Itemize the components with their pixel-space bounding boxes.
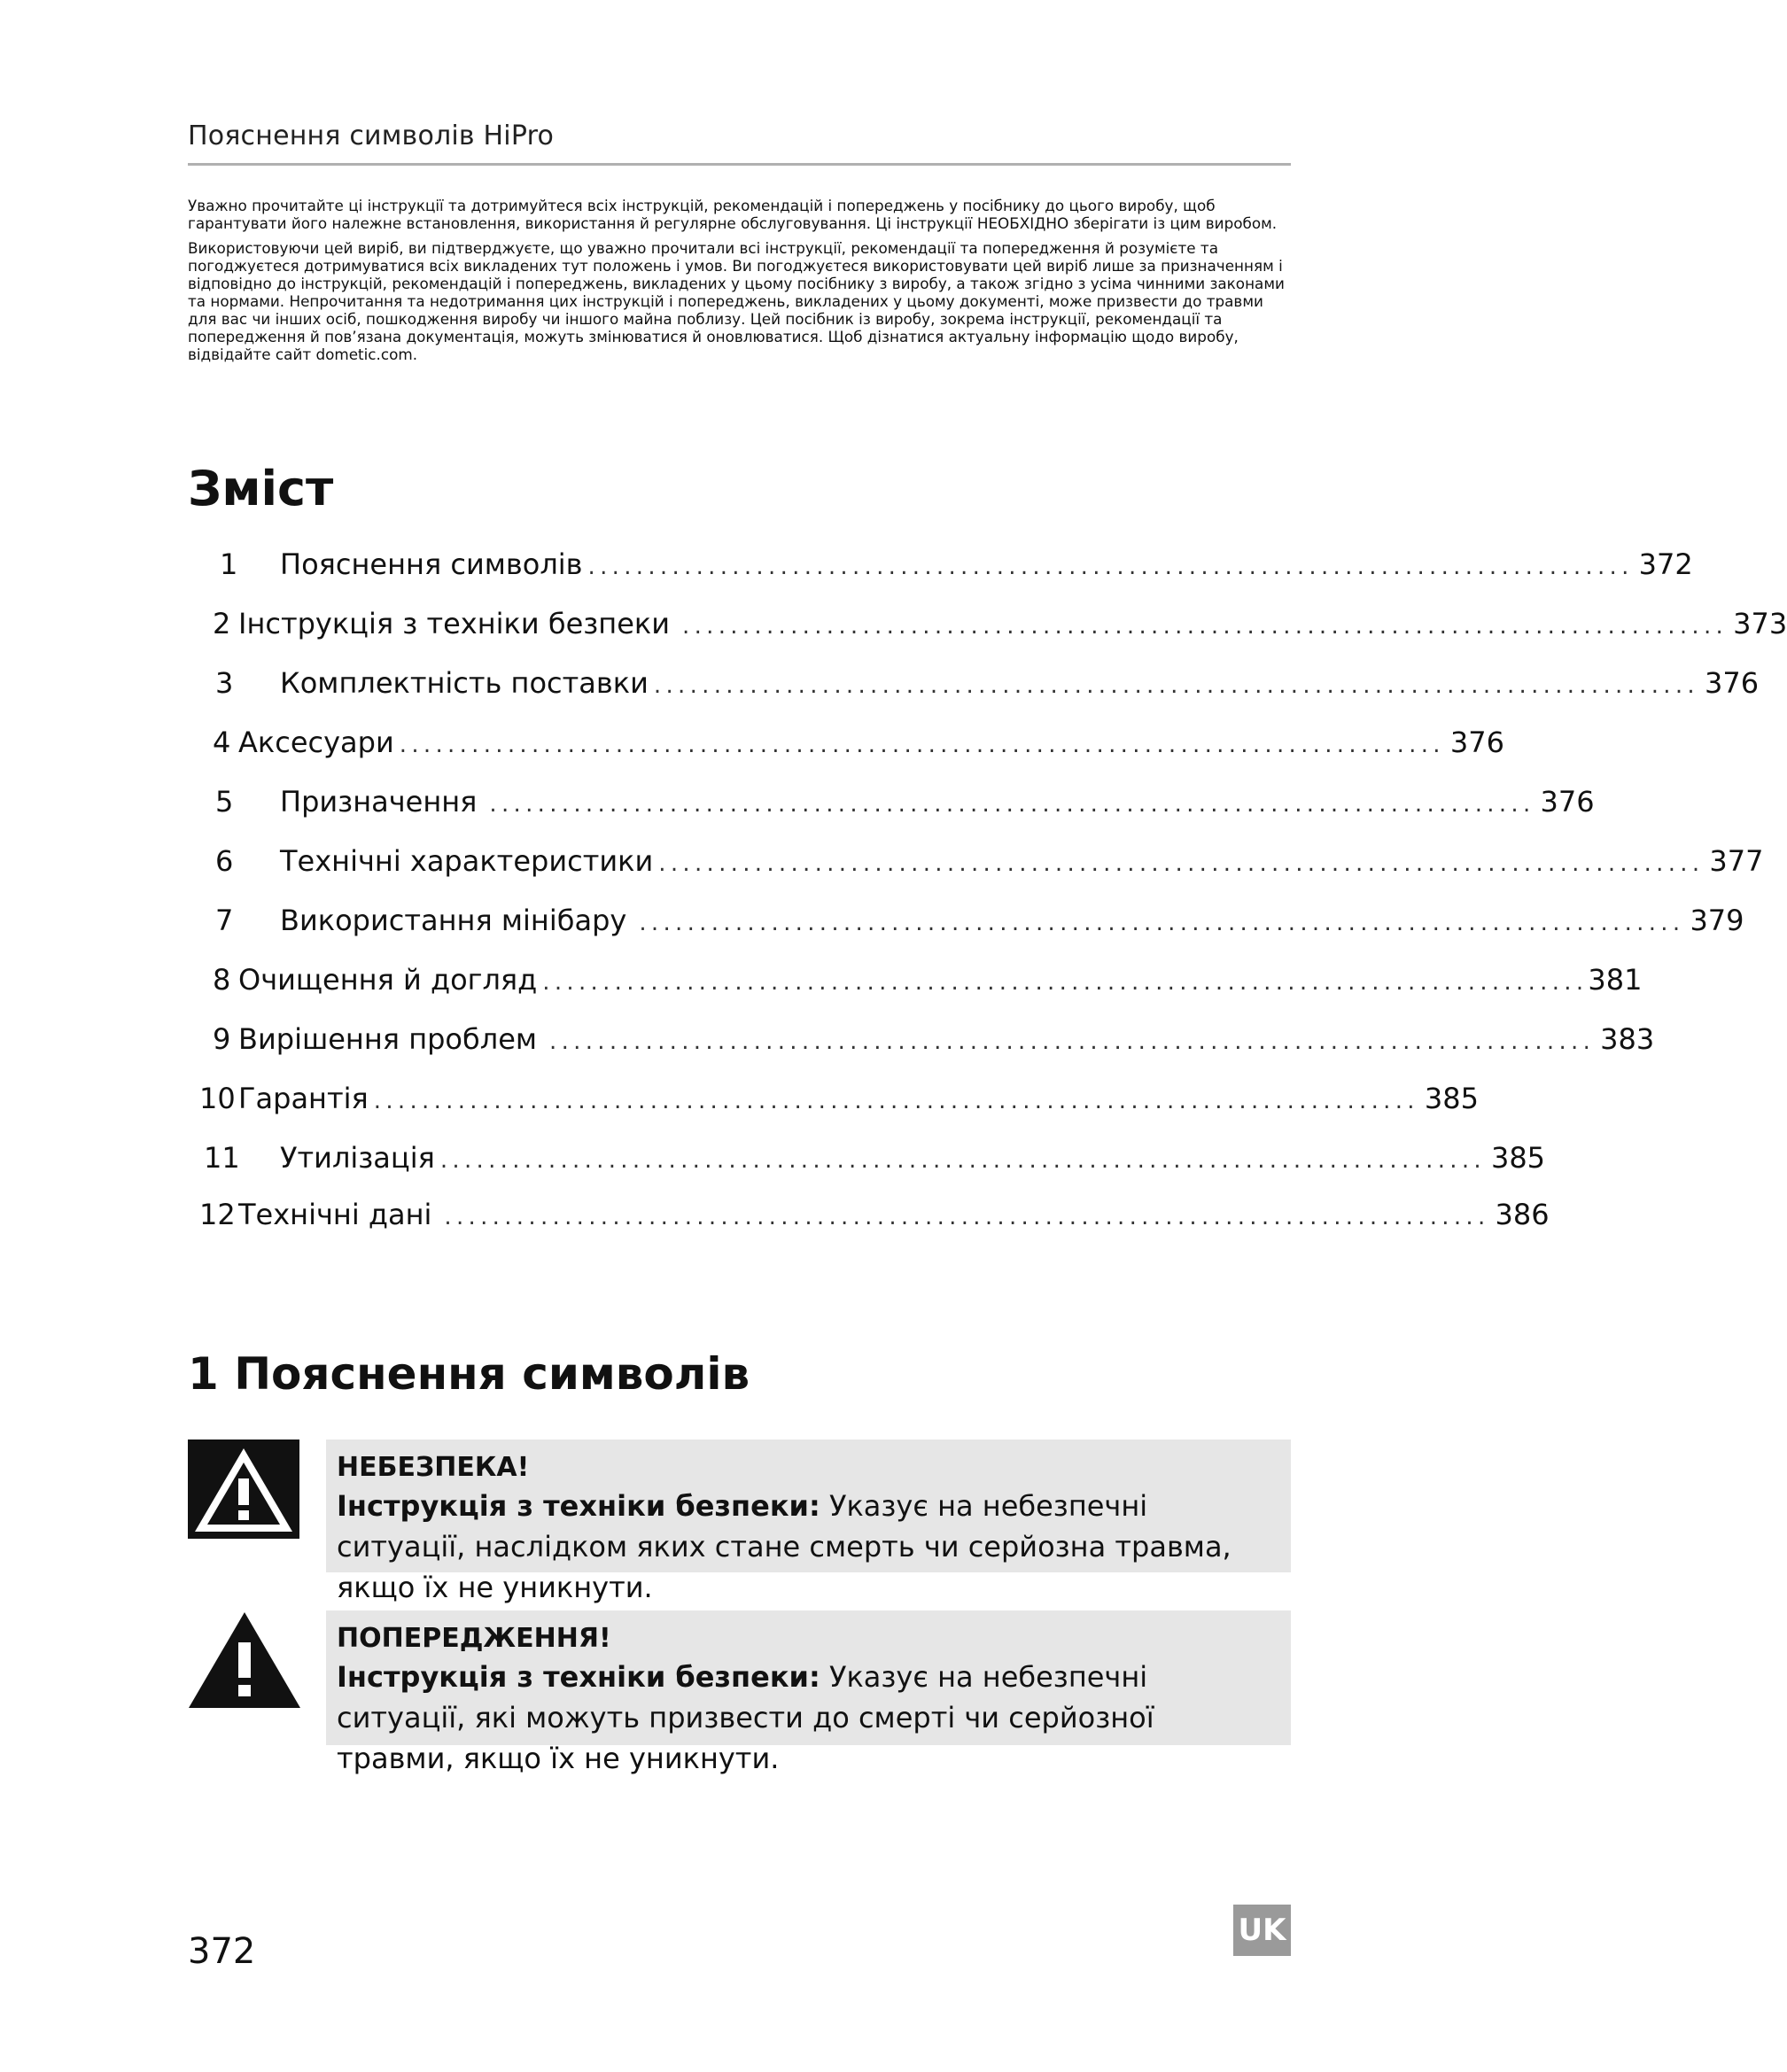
intro-text [188, 197, 1291, 370]
warning-notice [326, 1610, 1291, 1775]
warning-text: Указує на небезпечні ситуації, які можуть призвести до смерті чи серйозної травми, якщо їх не уникнути. [337, 1660, 1154, 1775]
toc-entry[interactable] [215, 666, 1760, 705]
toc-entry-page: 386 [1495, 1198, 1550, 1231]
toc-entry[interactable] [199, 1082, 1479, 1121]
warning-body [337, 1657, 1278, 1779]
toc-entry-number: 11 [204, 1141, 240, 1175]
toc-entry-title: Вирішення проблем [238, 1022, 538, 1056]
danger-notice [326, 1440, 1291, 1604]
toc-entry-page: 372 [1638, 547, 1693, 581]
page-number: 372 [188, 1931, 256, 1972]
toc-entry[interactable] [213, 726, 1504, 764]
language-badge: UK [1233, 1905, 1291, 1956]
toc-leader-dots: ....................................................................................... [373, 1088, 1419, 1114]
toc-entry-page: 376 [1449, 726, 1504, 759]
header-divider [188, 163, 1291, 166]
toc-entry-title: Аксесуари [238, 726, 394, 759]
intro-paragraph-2: Використовуючи цей виріб, ви підтверджуєте, що уважно прочитали всі інструкції, рекомендації та попередження й розумієте та погоджуєтеся дотримуватися всіх викладених тут положень і умов. Ви погоджуєтеся використовувати цей виріб лише за призначенням і відповідно до інструкцій, рекомендацій і попереджень, викладених у цьому посібнику з виробу, а також згідно з усіма чинними законами та нормами. Непрочитання та недотримання цих інструкцій і попереджень, викладених у цьому документі, може призвести до травми для вас чи інших осіб, пошкодження виробу чи іншого майна поблизу. Цей посібник із виробу, зокрема інструкції, рекомендації та попередження й пов’язана документація, можуть змінюватися й оновлюватися. Щоб дізнатися актуальну інформацію щодо виробу, відвідайте сайт dometic.com. [188, 239, 1285, 363]
toc-entry-number: 10 [199, 1082, 236, 1115]
toc-entry-title: Технічні дані [238, 1198, 432, 1231]
toc-entry[interactable] [199, 1198, 1550, 1237]
toc-entry-title: Комплектність поставки [280, 666, 649, 700]
toc-leader-dots: ....................................................................................... [639, 910, 1685, 936]
toc-entry-number: 5 [215, 785, 234, 819]
table-of-contents [0, 540, 1787, 1231]
toc-title: Зміст [188, 461, 334, 516]
toc-entry-page: 385 [1490, 1141, 1546, 1175]
danger-text: Указує на небезпечні ситуації, наслідком яких стане смерть чи серйозна травма, якщо їх не уникнути. [337, 1489, 1231, 1604]
toc-entry-title: Призначення [280, 785, 478, 819]
toc-entry-title: Інструкція з техніки безпеки [238, 607, 670, 640]
toc-entry-number: 9 [213, 1022, 231, 1056]
toc-entry[interactable] [220, 547, 1693, 586]
toc-entry-title: Використання мінібару [280, 904, 627, 937]
toc-leader-dots: ....................................................................................... [399, 732, 1445, 758]
toc-entry-number: 8 [213, 963, 231, 997]
toc-entry-title: Пояснення символів [280, 547, 583, 581]
toc-leader-dots: ....................................................................................... [542, 969, 1589, 996]
danger-lead: Інструкція з техніки безпеки: [337, 1489, 820, 1523]
running-header: Пояснення символів HiPro [188, 120, 555, 151]
danger-heading: НЕБЕЗПЕКА! [337, 1452, 530, 1483]
toc-entry-page: 379 [1690, 904, 1744, 937]
toc-leader-dots: ....................................................................................... [549, 1028, 1596, 1055]
toc-entry-title: Гарантія [238, 1082, 369, 1115]
toc-entry-page: 376 [1705, 666, 1760, 700]
danger-body [337, 1486, 1278, 1608]
toc-entry-number: 12 [199, 1198, 236, 1231]
toc-entry-number: 1 [220, 547, 238, 581]
toc-entry-title: Технічні характеристики [280, 844, 654, 878]
toc-entry[interactable] [215, 844, 1764, 883]
toc-entry[interactable] [213, 963, 1643, 1002]
toc-entry-page: 373 [1733, 607, 1787, 640]
toc-entry-title: Очищення й догляд [238, 963, 538, 997]
section-title: 1 Пояснення символів [188, 1348, 750, 1400]
toc-entry[interactable] [204, 1141, 1546, 1180]
toc-entry-page: 383 [1600, 1022, 1655, 1056]
toc-entry[interactable] [213, 1022, 1655, 1061]
toc-entry-page: 376 [1540, 785, 1595, 819]
toc-leader-dots: ....................................................................................... [587, 554, 1634, 580]
toc-entry-number: 3 [215, 666, 234, 700]
toc-leader-dots: ....................................................................................... [658, 850, 1705, 877]
toc-entry-number: 4 [213, 726, 231, 759]
toc-entry-title: Утилізація [280, 1141, 435, 1175]
danger-icon [188, 1440, 299, 1539]
warning-lead: Інструкція з техніки безпеки: [337, 1660, 820, 1694]
toc-leader-dots: ....................................................................................... [489, 791, 1535, 818]
toc-entry-page: 381 [1588, 963, 1643, 997]
toc-leader-dots: ....................................................................................... [682, 613, 1729, 640]
toc-entry-number: 6 [215, 844, 234, 878]
toc-entry-page: 377 [1709, 844, 1764, 878]
toc-entry-number: 2 [213, 607, 231, 640]
toc-entry-number: 7 [215, 904, 234, 937]
toc-leader-dots: ....................................................................................... [439, 1147, 1486, 1174]
warning-heading: ПОПЕРЕДЖЕННЯ! [337, 1623, 611, 1654]
toc-entry[interactable] [215, 904, 1744, 943]
toc-entry[interactable] [213, 607, 1787, 646]
toc-entry[interactable] [215, 785, 1595, 824]
intro-paragraph-1: Уважно прочитайте ці інструкції та дотримуйтеся всіх інструкцій, рекомендацій і попереджень у посібнику до цього виробу, щоб гарантувати його належне встановлення, використання й регулярне обслуговування. Ці інструкції НЕОБХІДНО зберігати із цим виробом. [188, 197, 1278, 232]
toc-leader-dots: ....................................................................................... [653, 672, 1699, 699]
warning-icon [188, 1610, 301, 1710]
toc-entry-page: 385 [1424, 1082, 1479, 1115]
toc-leader-dots: ....................................................................................... [444, 1204, 1490, 1230]
